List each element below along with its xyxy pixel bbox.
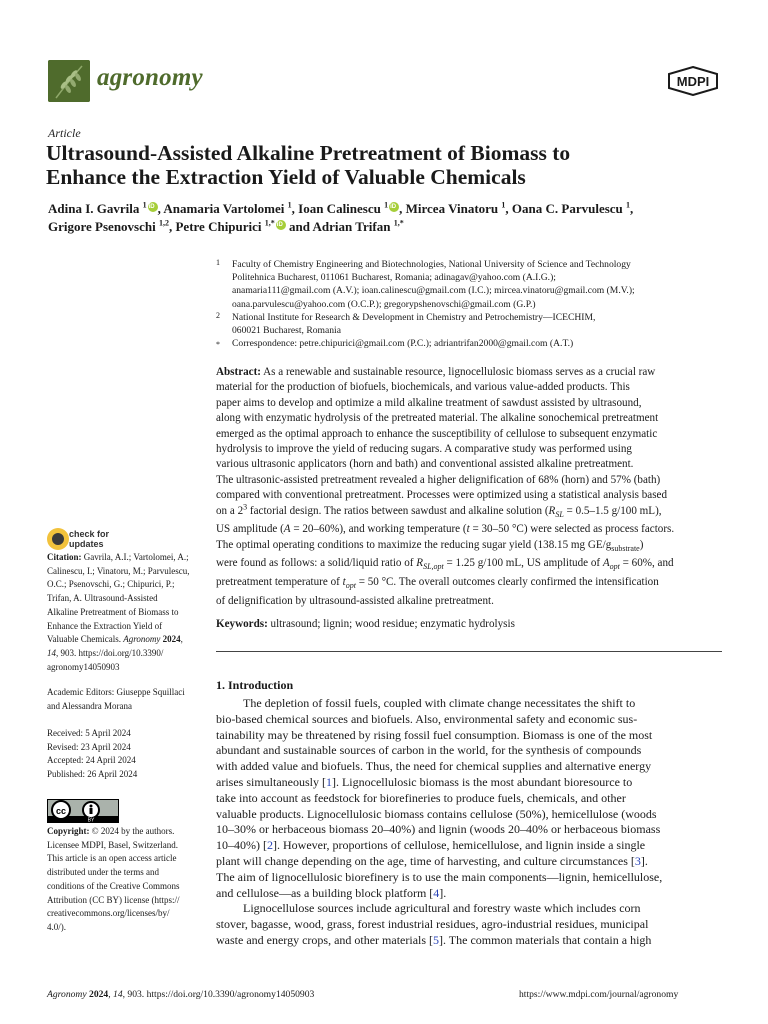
svg-text:BY: BY xyxy=(87,817,95,822)
author[interactable]: Grigore Psenovschi xyxy=(48,219,156,234)
title-line: Ultrasound-Assisted Alkaline Pretreatment of Biomass to xyxy=(46,141,571,165)
section-heading: 1. Introduction xyxy=(216,678,294,692)
abstract-label: Abstract: xyxy=(216,366,261,378)
publication-dates xyxy=(47,727,199,782)
date-accepted: Accepted: 24 April 2024 xyxy=(47,755,136,766)
affil-mark: 2 xyxy=(216,311,220,320)
date-revised: Revised: 23 April 2024 xyxy=(47,741,131,752)
author[interactable]: Oana C. Parvulescu xyxy=(511,201,623,216)
affil-line: oana.parvulescu@yahoo.com (O.C.P.); gregorypshenovschi@gmail.com (G.P.) xyxy=(232,298,536,310)
reference-link[interactable]: 1 xyxy=(325,774,332,789)
affil-line: anamaria111@gmail.com (A.V.); ioan.calinescu@gmail.com (I.C.); mircea.vinatoru@gmail.com (M.V.); xyxy=(232,285,635,297)
reference-link[interactable]: 5 xyxy=(433,932,440,947)
affil-line: Politehnica Bucharest, 011061 Bucharest, Romania; adinagav@yahoo.com (A.I.G.); xyxy=(232,272,556,284)
orcid-icon[interactable] xyxy=(148,202,158,212)
orcid-icon[interactable] xyxy=(389,202,399,212)
affiliation-1 xyxy=(232,258,732,311)
footer-citation: Agronomy 2024, 14, 903. https://doi.org/10.3390/agronomy14050903 xyxy=(47,989,315,1000)
citation: Citation: Gavrila, A.I.; Vartolomei, A.; Calinescu, I.; Vinatoru, M.; Parvulescu, O.C.; Psenovschi, G.; Chipurici, P.; Trifan, A. Ultrasound-Assisted Alkaline Pretreatment of Biomass to Enhance the Extraction Yield of Valuable Chemicals. Agronomy 2024, 14, 903. https://doi.org/10.3390/ agronomy14050903 xyxy=(47,551,199,674)
publisher-name: MDPI xyxy=(676,74,710,89)
publisher-logo xyxy=(667,66,719,96)
keywords xyxy=(216,618,722,630)
author[interactable]: Anamaria Vartolomei xyxy=(163,201,285,216)
cc-by-license-icon[interactable] xyxy=(47,799,119,823)
affil-mark: * xyxy=(216,340,220,349)
affil-line: National Institute for Research & Development in Chemistry and Petrochemistry—ICECHIM, xyxy=(232,312,596,323)
affil-line: 060021 Bucharest, Romania xyxy=(232,325,341,337)
title-line: Enhance the Extraction Yield of Valuable Chemicals xyxy=(46,165,526,189)
affiliation-2 xyxy=(232,311,732,337)
footer-journal-url[interactable]: https://www.mdpi.com/journal/agronomy xyxy=(519,989,679,1000)
wheat-icon xyxy=(48,60,90,102)
article-type: Article xyxy=(48,126,81,140)
keywords-label: Keywords: xyxy=(216,618,268,630)
copyright-notice: Copyright: © 2024 by the authors. Licensee MDPI, Basel, Switzerland. This article is an open access article distributed under the terms and conditions of the Creative Commons Attribution (CC BY) license (https:// creativecommons.org/licenses/by/ 4.0/). xyxy=(47,826,180,932)
affil-line: Faculty of Chemistry Engineering and Biotechnologies, National University of Science and Technology xyxy=(232,259,631,270)
reference-link[interactable]: 3 xyxy=(634,853,641,868)
author-line-2: Grigore Psenovschi $^{1,2}$, Petre Chipurici $^{1,*}$iD and Adrian Trifan $^{1,*}$ xyxy=(48,218,728,236)
correspondence: Correspondence: petre.chipurici@gmail.com (P.C.); adriantrifan2000@gmail.com (A.T.) xyxy=(232,338,574,349)
journal-name: agronomy xyxy=(97,64,203,91)
academic-editors: Academic Editors: Giuseppe Squillaci and Alessandra Morana xyxy=(47,687,185,711)
date-published: Published: 26 April 2024 xyxy=(47,769,138,780)
author[interactable]: Ioan Calinescu xyxy=(298,201,381,216)
author[interactable]: Mircea Vinatoru xyxy=(405,201,499,216)
introduction-body: The depletion of fossil fuels, coupled with climate change necessitates the shift to bio-based chemical sources and biofuels. Also, environmental safety and economic sus- tainability may be threatened by rising fossil fuel consumption. Biomass is one of the most abundant and sustainable sources of carbon in the world, for the synthesis of compounds with added value and biofuels. Thus, the need for chemical supplies and alternative energy arises simultaneously [1]. Lignocellulosic biomass is the most abundant bioresource to take into account as feedstock for biorefineries to produce fuels, chemicals, and other valuable products. Lignocellulosic biomass contains cellulose (50%), hemicellulose (woods 10–30% or herbaceous biomass 20–40%) and lignin (woods 20–40% or herbaceous biomass 10–40%) [2]. However, proportions of cellulose, hemicellulose, and lignin inside a single plant will change depending on the age, time of harvesting, and culture circumstances [3]. The aim of lignocellulosic biorefinery is to use the main components—lignin, hemicellulose, and cellulose—as a building block platform [4]. Lignocellulose sources include agricultural and forestry waste which includes corn stover, bagasse, wood, grass, forest industrial residues, agro-industrial residues, municipal waste and energy crops, and other materials [5]. The common materials that contain a high xyxy=(216,696,663,947)
svg-text:cc: cc xyxy=(55,806,67,816)
author[interactable]: and Adrian Trifan xyxy=(289,219,391,234)
author[interactable]: Petre Chipurici xyxy=(175,219,262,234)
citation-doi[interactable]: agronomy14050903 xyxy=(47,661,120,672)
reference-link[interactable]: 4 xyxy=(433,885,440,900)
date-received: Received: 5 April 2024 xyxy=(47,728,131,738)
author-line-1: Adina I. Gavrila $^1$iD , Anamaria Vartolomei $^1$, Ioan Calinescu $^1$iD , Mircea Vinatoru $^1$, Oana C. Parvulescu $^1$, xyxy=(48,200,728,218)
reference-link[interactable]: 2 xyxy=(267,838,273,853)
author[interactable]: Adina I. Gavrila xyxy=(48,201,140,216)
check-updates-icon xyxy=(47,528,69,550)
section-divider xyxy=(216,651,722,652)
abstract: Abstract: As a renewable and sustainable resource, lignocellulosic biomass serves as a crucial raw material for the production of biofuels, biochemicals, and various value-added products. This paper aims to develop and optimize a mild alkaline treatment of sawdust assisted by ultrasound, along with enzymatic hydrolysis of the pretreated material. The alkaline sonochemical pretreatment emerged as the optimal approach to enhance the susceptibility of cellulose to subsequent enzymatic hydrolysis to improve the yield of reducing sugars. A comparative study was performed using various ultrasonic applicators (horn and bath) and conventional assisted alkaline pretreatment. The ultrasonic-assisted pretreatment revealed a higher delignification of 68% (horn) and 57% (bath) compared with conventional pretreatment. Processes were optimized using a statistical analysis based on a $2^3$ factorial design. The ratios between sawdust and alkaline solution ($R_{SL} = 0.5-1.5$ g/100 mL), US amplitude (A = 20–60%), and working temperature (t = 30–50 °C) were selected as process factors. The optimal operating conditions to maximize the reducing sugar yield (138.15 mg $GE/g_{substrate}$) were found as follows: a solid/liquid ratio of $R_{SL,opt} = 1.25$ g/100 mL, US amplitude of $A_{opt} = 60\%$, and pretreatment temperature of $t_{opt} = 50$ °C. The overall outcomes clearly confirmed the intensification of delignification by ultrasound-assisted alkaline pretreatment. xyxy=(216,366,675,607)
article-title xyxy=(46,141,736,189)
affil-mark: 1 xyxy=(216,258,220,267)
check-updates-label: check for updates xyxy=(69,529,110,549)
journal-logo xyxy=(48,60,90,102)
keywords-text: ultrasound; lignin; wood residue; enzymatic hydrolysis xyxy=(270,618,515,630)
orcid-icon[interactable] xyxy=(276,220,286,230)
author-list xyxy=(48,200,728,236)
